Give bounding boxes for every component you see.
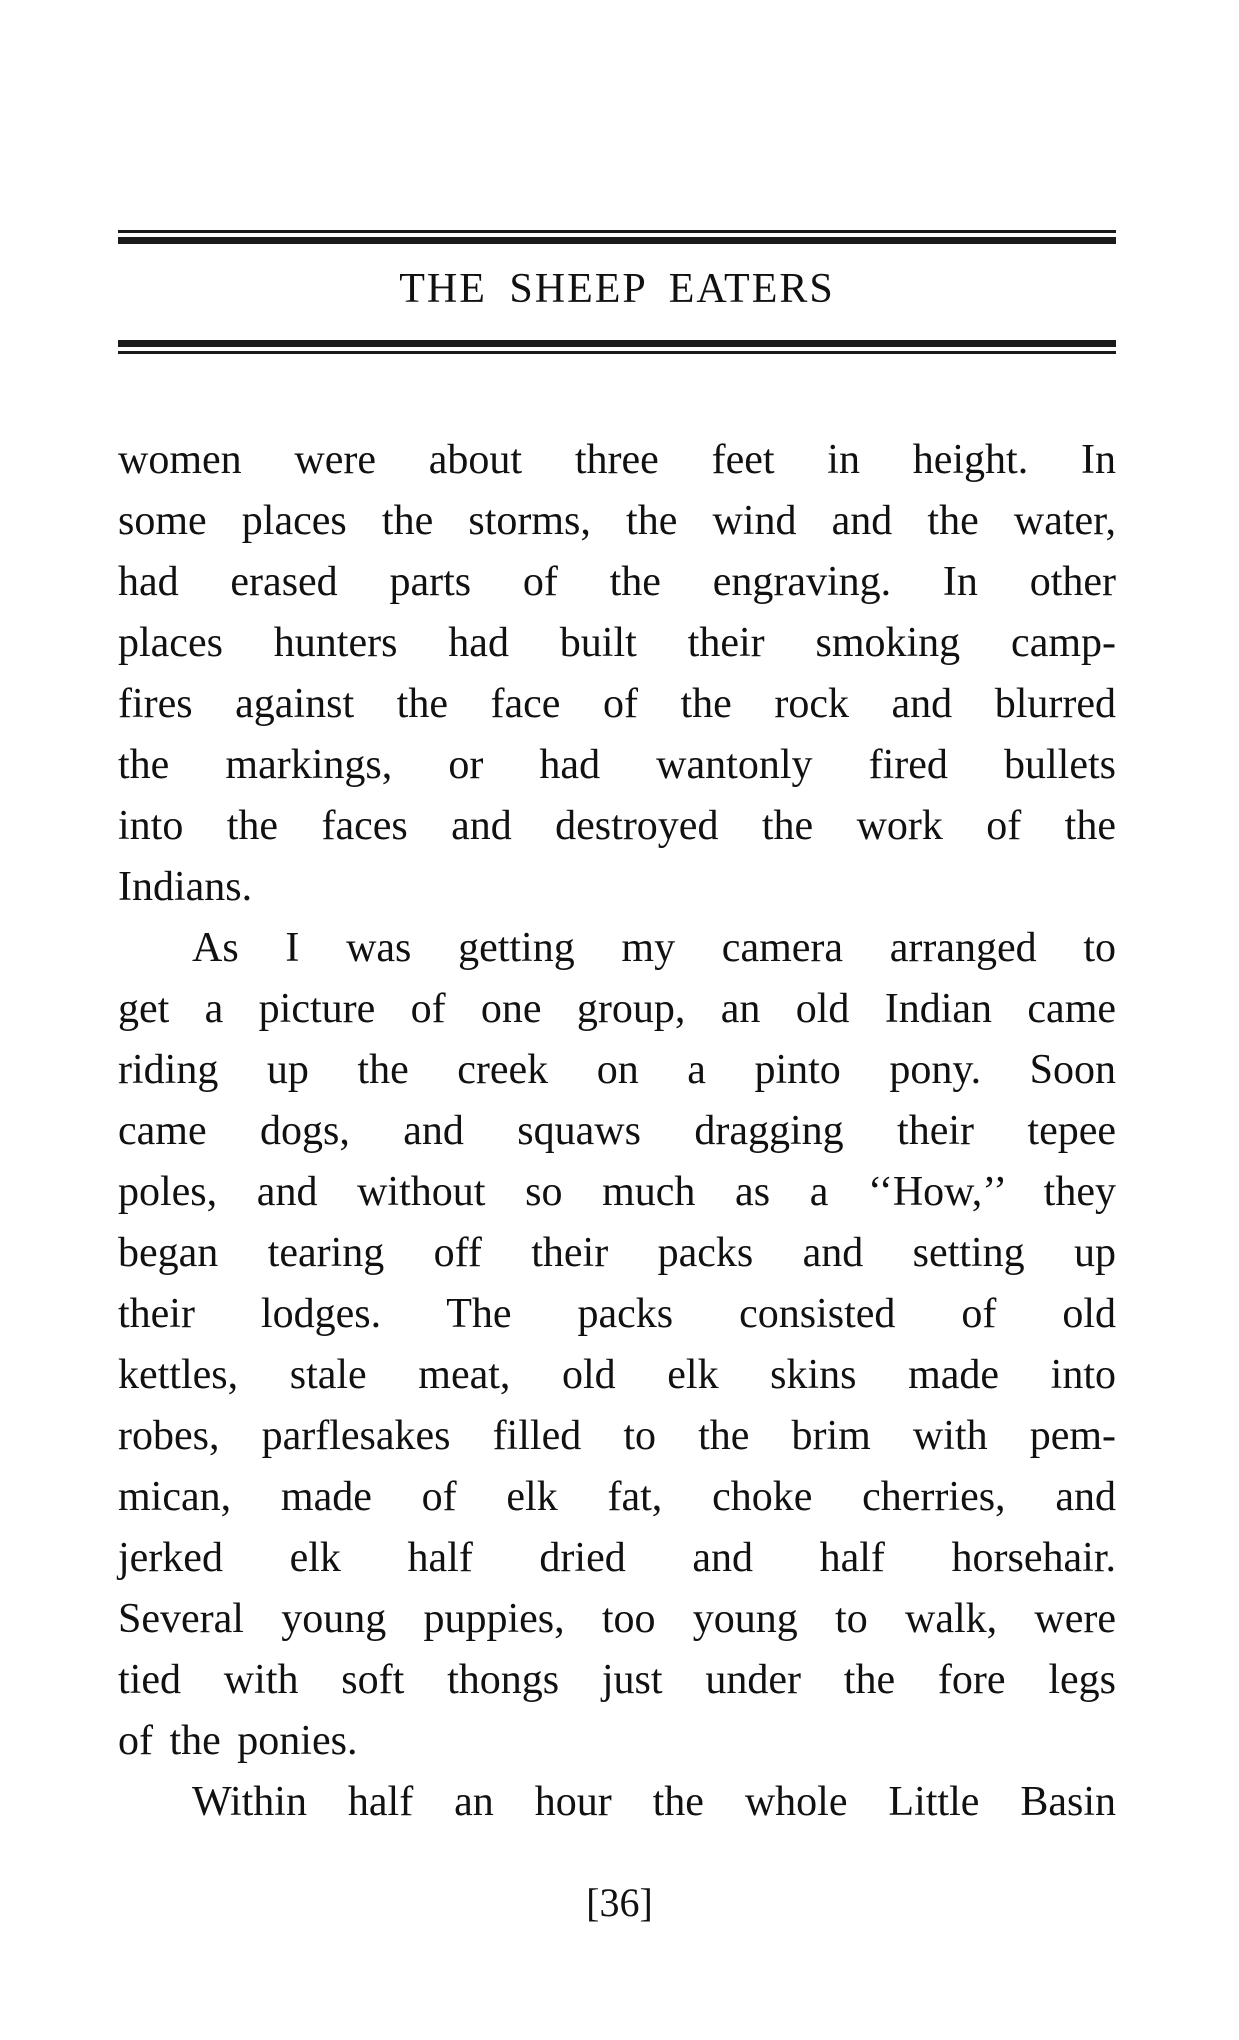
running-head: THE SHEEP EATERS: [399, 266, 835, 312]
paragraph-start-line: As I was getting my camera arranged to: [192, 925, 1116, 971]
text-line: kettles, stale meat, old elk skins made into: [118, 1352, 1116, 1398]
text-line: mican, made of elk fat, choke cherries, and: [118, 1474, 1116, 1520]
text-line: Indians.: [118, 864, 253, 910]
page-number: [36]: [586, 1880, 653, 1925]
header-bottom-rule: [118, 340, 1116, 354]
text-line: had erased parts of the engraving. In other: [118, 559, 1116, 605]
text-line: robes, parflesakes filled to the brim with pem-: [118, 1413, 1116, 1459]
text-line: the markings, or had wantonly fired bullets: [118, 742, 1116, 788]
text-line: their lodges. The packs consisted of old: [118, 1291, 1116, 1337]
text-line: of the ponies.: [118, 1718, 358, 1764]
text-line: tied with soft thongs just under the fore legs: [118, 1657, 1116, 1703]
text-line: into the faces and destroyed the work of the: [118, 803, 1116, 849]
header-top-rule: [118, 230, 1116, 244]
text-line: fires against the face of the rock and blurred: [118, 681, 1116, 727]
body-text: [118, 430, 1116, 1833]
text-line: poles, and without so much as a ‘‘How,’’ they: [118, 1169, 1116, 1215]
text-line: Several young puppies, too young to walk, were: [118, 1596, 1116, 1642]
text-line: came dogs, and squaws dragging their tepee: [118, 1108, 1116, 1154]
text-line: began tearing off their packs and setting up: [118, 1230, 1116, 1276]
text-line: get a picture of one group, an old Indian came: [118, 986, 1116, 1032]
text-line: jerked elk half dried and half horsehair.: [118, 1535, 1116, 1581]
text-line: women were about three feet in height. In: [118, 437, 1116, 483]
text-line: some places the storms, the wind and the water,: [118, 498, 1116, 544]
paragraph-start-line: Within half an hour the whole Little Basin: [192, 1779, 1116, 1825]
text-line: riding up the creek on a pinto pony. Soon: [118, 1047, 1116, 1093]
text-line: places hunters had built their smoking camp-: [118, 620, 1116, 666]
